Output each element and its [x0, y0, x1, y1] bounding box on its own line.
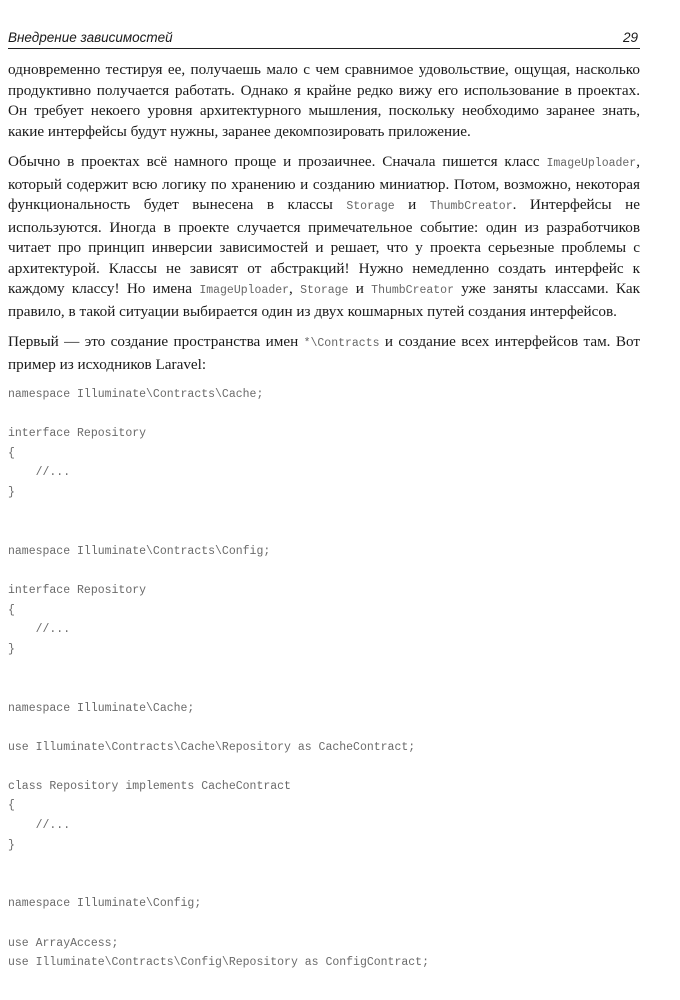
- page-body: [8, 60, 640, 973]
- text-run: уже заняты классами. Как правило, в такой ситуации выбирается один из двух кошмарных путей создания интерфейсов.: [8, 280, 640, 320]
- code-line: }: [8, 485, 15, 499]
- page-number: 29: [622, 30, 638, 45]
- code-line: namespace Illuminate\Cache;: [8, 701, 195, 715]
- text-run: . Интерфейсы не используются. Иногда в проекте случается примечательное событие: один из разработчиков читает про принцип инверсии зависимостей и решает, что у проекта серьезные проблемы с архитектурой. Классы не зависят от абстракций! Нужно немедленно создать интерфейс к каждому классу! Но имена: [8, 196, 640, 297]
- code-line: namespace Illuminate\Config;: [8, 897, 202, 911]
- code-line: }: [8, 838, 15, 852]
- running-header: [8, 28, 640, 49]
- text-run: Первый — это создание пространства имен: [8, 333, 304, 350]
- inline-code: ImageUploader: [546, 157, 637, 170]
- code-line: //...: [8, 623, 71, 637]
- text-run: и: [394, 196, 430, 213]
- inline-code: ThumbCreator: [429, 200, 513, 213]
- inline-code: ImageUploader: [199, 284, 290, 297]
- text-run: одновременно тестируя ее, получаешь мало с чем сравнимое удовольствие, ощущая, насколько продуктивно получается работать. Однако я крайне редко вижу его использование в проектах. Он требует некоего уровня архитектурного мышления, поскольку необходимо заранее знать, какие интерфейсы будут нужны, заранее декомпозировать приложение.: [8, 61, 640, 140]
- code-line: use Illuminate\Contracts\Cache\Repository as CacheContract;: [8, 740, 416, 754]
- code-line: {: [8, 603, 15, 617]
- text-run: , который содержит всю логику по хранению и созданию миниатюр. Потом, возможно, некоторая функциональность будет вынесена в классы: [8, 153, 640, 213]
- paragraph: [8, 332, 640, 375]
- paragraph: [8, 152, 640, 322]
- code-line: //...: [8, 819, 71, 833]
- code-line: }: [8, 642, 15, 656]
- book-page: [8, 0, 640, 1000]
- code-line: {: [8, 446, 15, 460]
- code-line: interface Repository: [8, 583, 147, 597]
- text-run: и: [348, 280, 372, 297]
- chapter-title: Внедрение зависимостей: [8, 30, 173, 45]
- text-run: и создание всех интерфейсов там. Вот пример из исходников Laravel:: [8, 333, 640, 373]
- text-run: Обычно в проектах всё намного проще и прозаичнее. Сначала пишется класс: [8, 153, 547, 170]
- code-line: //...: [8, 466, 71, 480]
- inline-code: ThumbCreator: [371, 284, 454, 297]
- paragraphs: [8, 60, 640, 375]
- code-line: {: [8, 799, 15, 813]
- text-run: ,: [289, 280, 301, 297]
- code-line: use ArrayAccess;: [8, 936, 119, 950]
- inline-code: Storage: [346, 200, 395, 213]
- code-line: namespace Illuminate\Contracts\Cache;: [8, 388, 264, 401]
- code-line: interface Repository: [8, 427, 147, 441]
- code-listing: [8, 385, 640, 973]
- paragraph: [8, 60, 640, 142]
- inline-code: Storage: [300, 284, 349, 297]
- code-line: use Illuminate\Contracts\Config\Repository as ConfigContract;: [8, 956, 429, 970]
- code-line: class Repository implements CacheContract: [8, 779, 291, 793]
- inline-code: *\Contracts: [303, 337, 380, 350]
- code-line: namespace Illuminate\Contracts\Config;: [8, 544, 271, 558]
